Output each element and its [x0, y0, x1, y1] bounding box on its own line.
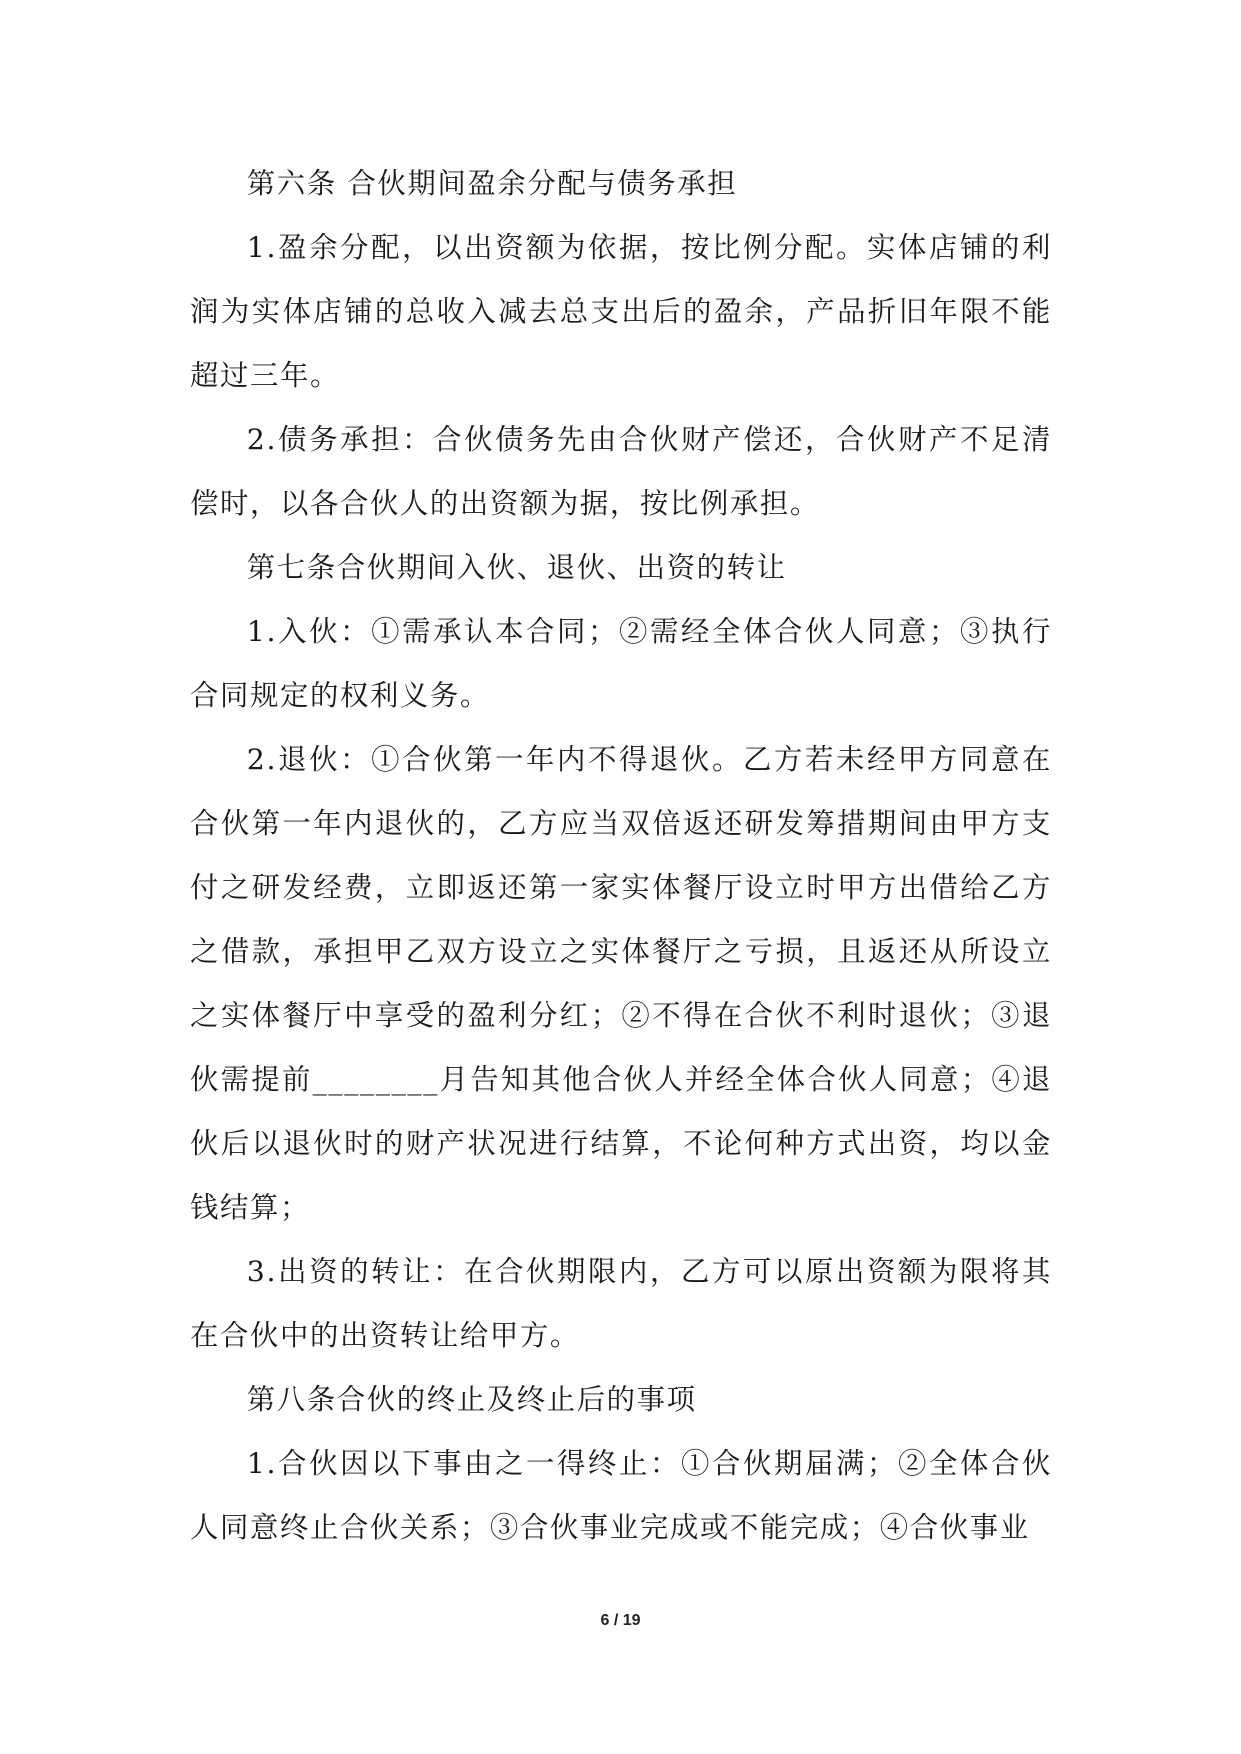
article-7-clause-3: 3.出资的转让：在合伙期限内，乙方可以原出资额为限将其在合伙中的出资转让给甲方。 [190, 1255, 1052, 1352]
document-body [190, 152, 1052, 1560]
article-6-clause-1: 1.盈余分配，以出资额为依据，按比例分配。实体店铺的利润为实体店铺的总收入减去总支出后的盈余，产品折旧年限不能超过三年。 [190, 231, 1052, 392]
article-7-clause-2: 2.退伙：①合伙第一年内不得退伙。乙方若未经甲方同意在合伙第一年内退伙的，乙方应当双倍返还研发筹措期间由甲方支付之研发经费，立即返还第一家实体餐厅设立时甲方出借给乙方之借款，承担甲乙双方设立之实体餐厅之亏损，且返还从所设立之实体餐厅中享受的盈利分红；②不得在合伙不利时退伙；③退伙需提前________月告知其他合伙人并经全体合伙人同意；④退伙后以退伙时的财产状况进行结算，不论何种方式出资，均以金钱结算； [190, 743, 1052, 1224]
article-7-heading: 第七条合伙期间入伙、退伙、出资的转让 [246, 551, 787, 584]
article-7-clause-1: 1.入伙：①需承认本合同；②需经全体合伙人同意；③执行合同规定的权利义务。 [190, 615, 1052, 712]
article-6-heading: 第六条 合伙期间盈余分配与债务承担 [246, 167, 738, 200]
page-number: 6 / 19 [600, 1612, 641, 1629]
article-8-heading: 第八条合伙的终止及终止后的事项 [246, 1383, 697, 1416]
article-6-clause-2: 2.债务承担：合伙债务先由合伙财产偿还，合伙财产不足清偿时，以各合伙人的出资额为据，按比例承担。 [190, 423, 1052, 520]
article-8-clause-1: 1.合伙因以下事由之一得终止：①合伙期届满；②全体合伙人同意终止合伙关系；③合伙事业完成或不能完成；④合伙事业 [190, 1447, 1052, 1544]
